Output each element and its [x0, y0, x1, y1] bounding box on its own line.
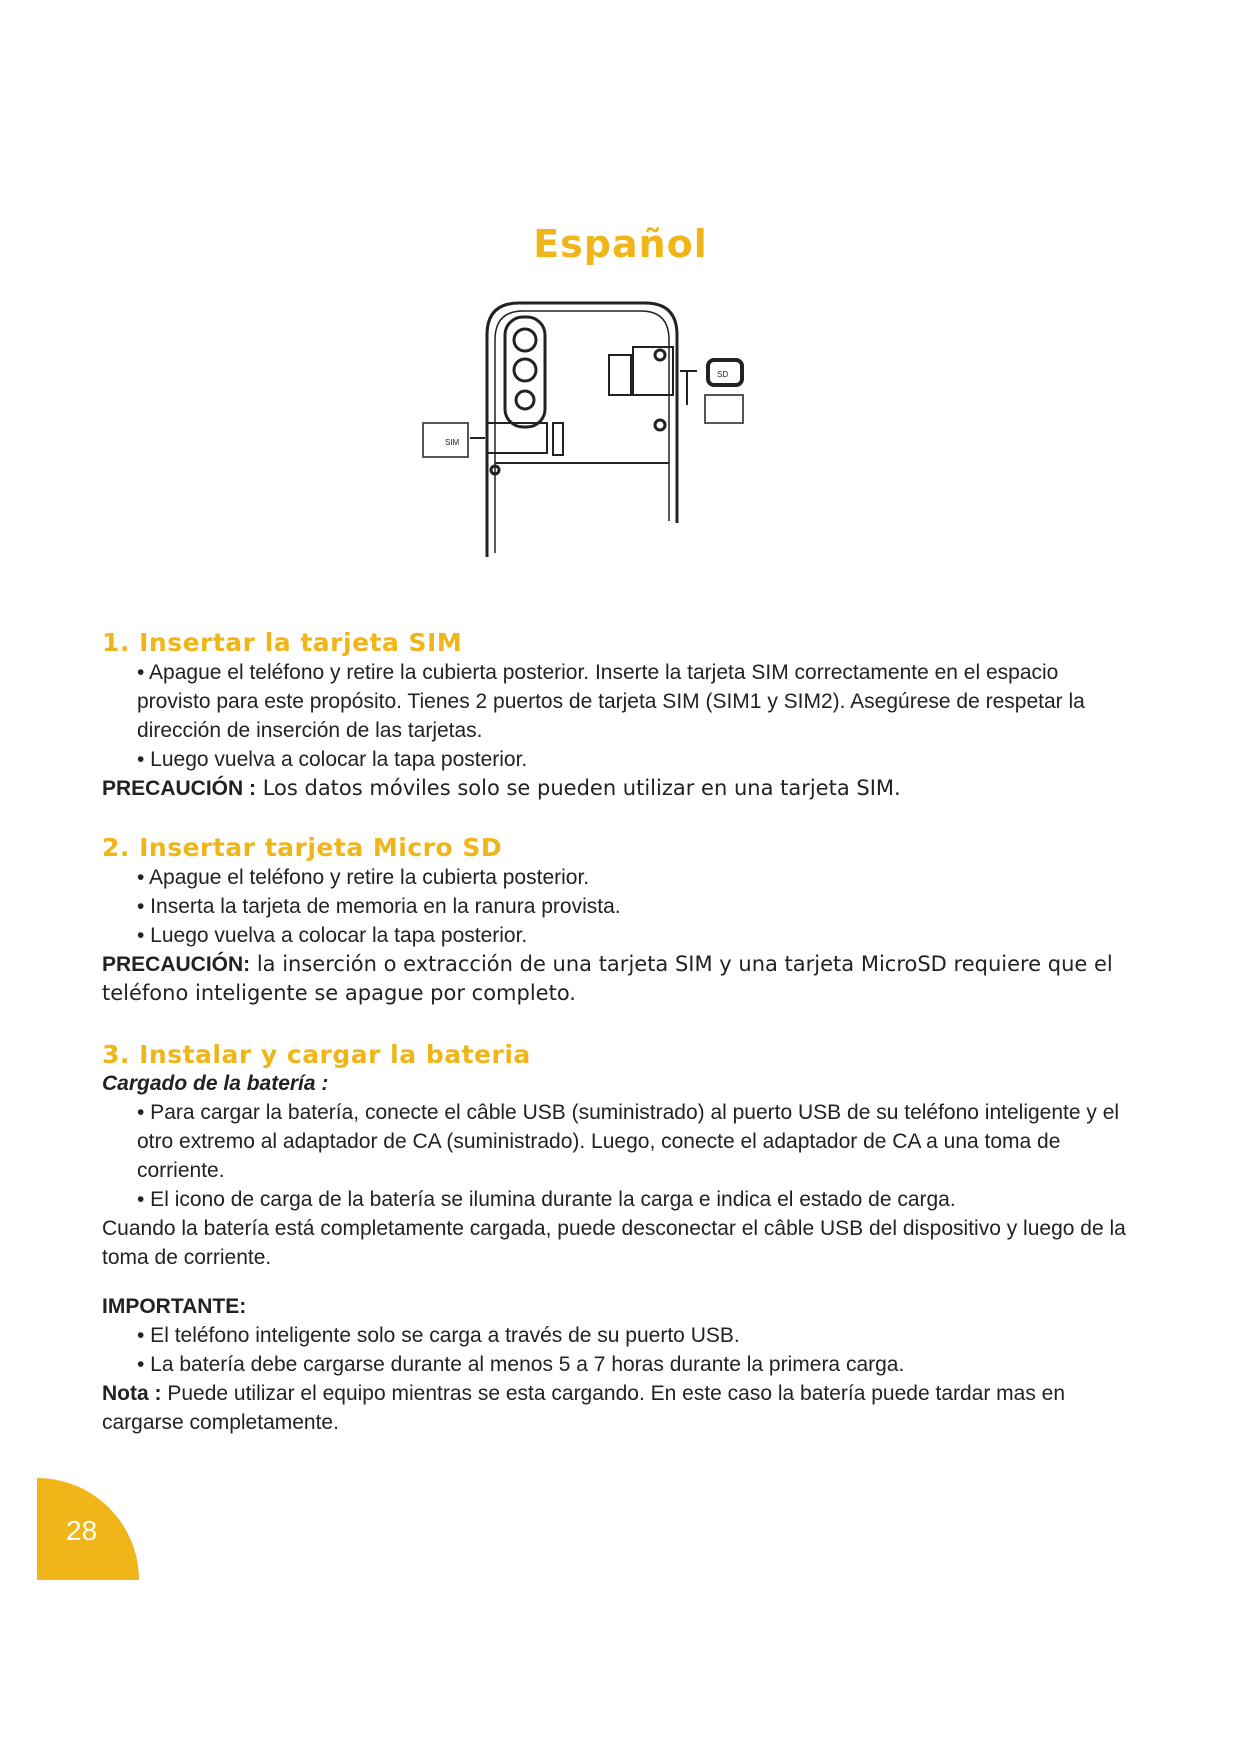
page-number: 28 [66, 1515, 98, 1546]
section3-heading: 3. Instalar y cargar la bateria [102, 1040, 531, 1069]
section3-subheading: Cargado de la batería : [102, 1072, 329, 1095]
caution-label: PRECAUCIÓN: [102, 953, 251, 976]
important-bullet-1: • El teléfono inteligente solo se carga a través de su puerto USB. [137, 1324, 740, 1347]
page-title: Español [533, 222, 708, 266]
sim-card-right [705, 395, 743, 423]
caution-text: Los datos móviles solo se pueden utilizar en una tarjeta SIM. [256, 776, 901, 800]
section2-bullet-2: • Inserta la tarjeta de memoria en la ranura provista. [137, 895, 621, 918]
section2-bullet-3: • Luego vuelva a colocar la tapa posterior. [137, 924, 528, 947]
important-bullet-2: • La batería debe cargarse durante al menos 5 a 7 horas durante la primera carga. [137, 1353, 905, 1376]
section1-bullet-1: • Apague el teléfono y retire la cubierta posterior. Inserte la tarjeta SIM correctamente en el espacio provisto para este propósito. Tienes 2 puertos de tarjeta SIM (SIM1 y SIM2). Asegúrese de respetar la dirección de inserción de las tarjetas. [137, 661, 1085, 742]
caution-text: la inserción o extracción de una tarjeta SIM y una tarjeta MicroSD requiere que el teléfono inteligente se apague por completo. [102, 952, 1113, 1005]
note [102, 1379, 1132, 1437]
note-label: Nota : [102, 1382, 162, 1405]
important-label: IMPORTANTE: [102, 1295, 247, 1318]
section3-paragraph: Cuando la batería está completamente cargada, puede desconectar el câble USB del dispositivo y luego de la toma de corriente. [102, 1217, 1126, 1269]
caution-label: PRECAUCIÓN : [102, 777, 257, 800]
section1-caution [102, 774, 1132, 803]
note-text: Puede utilizar el equipo mientras se esta cargando. En este caso la batería puede tardar mas en cargarse completamente. [102, 1382, 1066, 1434]
content [102, 628, 1132, 1437]
phone-diagram [415, 295, 835, 565]
section3-bullet-2: • El icono de carga de la batería se ilumina durante la carga e indica el estado de carga. [137, 1188, 956, 1211]
section3-bullet-1: • Para cargar la batería, conecte el câble USB (suministrado) al puerto USB de su teléfono inteligente y el otro extremo al adaptador de CA (suministrado). Luego, conecte el adaptador de CA a una toma de corriente. [137, 1101, 1120, 1182]
section2-heading: 2. Insertar tarjeta Micro SD [102, 833, 503, 862]
sd-label: SD [717, 370, 729, 379]
section2-bullet-1: • Apague el teléfono y retire la cubierta posterior. [137, 866, 590, 889]
section2-caution [102, 950, 1132, 1008]
section1-heading: 1. Insertar la tarjeta SIM [102, 628, 463, 657]
section1-bullet-2: • Luego vuelva a colocar la tapa posterior. [137, 748, 528, 771]
sim-label: SIM [445, 438, 460, 447]
